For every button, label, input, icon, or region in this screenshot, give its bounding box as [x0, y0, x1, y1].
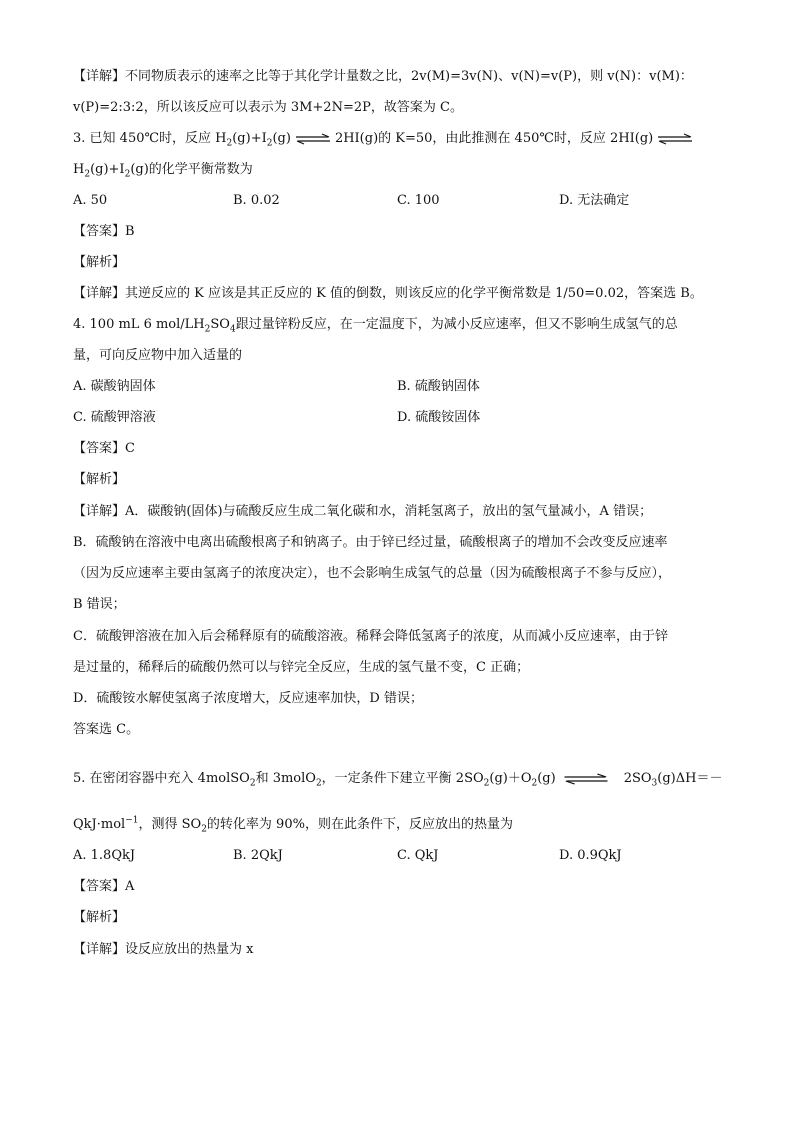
q4-detail-line-3: （因为反应速率主要由氢离子的浓度决定），也不会影响生成氢气的总量（因为硫酸根离子不参与反应），: [73, 566, 672, 581]
q3-option-a: A. 50: [73, 193, 108, 208]
q4-detail-line-1: 【详解】A．碳酸钠(固体)与硫酸反应生成二氧化碳和水，消耗氢离子，放出的氢气量减小，A 错误；: [73, 504, 653, 519]
q4-option-a: A. 碳酸钠固体: [73, 379, 156, 394]
q5-stem-line-1: 5. 在密闭容器中充入 4molSO$_2$和 3molO$_2$，一定条件下建立平衡 $2SO_2(g)+O_2(g)$ $2SO_3(g)\Delta H=-$: [73, 771, 723, 789]
q3-detail: 【详解】其逆反应的 K 应该是其正反应的 K 值的倒数，则该反应的化学平衡常数是 1/50=0.02，答案选 B。: [73, 286, 703, 301]
q4-stem-line-1: 4. 100 mL 6 mol/$LH_2SO_4$跟过量锌粉反应，在一定温度下，为减小反应速率，但又不影响生成氢气的总: [73, 317, 678, 335]
q4-stem-line-2: 量，可向反应物中加入适量的: [73, 348, 243, 363]
q4-detail-line-4: B 错误；: [73, 597, 126, 612]
q4-analysis-tag: 【解析】: [73, 472, 126, 487]
q4-detail-line-7: D．硫酸铵水解使氢离子浓度增大，反应速率加快，D 错误；: [73, 691, 423, 706]
equilibrium-arrow-icon: [562, 773, 610, 785]
equilibrium-arrow-icon: [294, 133, 332, 145]
q5-option-c: C. QkJ: [397, 848, 439, 863]
q4-option-c: C. 硫酸钾溶液: [73, 410, 156, 425]
detail-tag: 【详解】: [73, 69, 126, 84]
equilibrium-arrow-icon: [656, 133, 694, 145]
q3-option-c: C. 100: [397, 193, 440, 208]
q3-analysis-tag: 【解析】: [73, 255, 126, 270]
q4-answer: 【答案】C: [73, 441, 135, 456]
q5-option-d: D. 0.9QkJ: [559, 848, 622, 863]
q4-detail-line-2: B．硫酸钠在溶液中电离出硫酸根离子和钠离子。由于锌已经过量，硫酸根离子的增加不会改变反应速率: [73, 535, 668, 550]
q5-analysis-tag: 【解析】: [73, 910, 126, 925]
q3-stem-line-2: $H_2(g)+I_2(g)$的化学平衡常数为: [73, 162, 253, 180]
q5-stem-line-2: QkJ·mol$^{-1}$，测得 $SO_2$的转化率为 90%，则在此条件下，反应放出的热量为: [73, 815, 513, 835]
q3-answer: 【答案】B: [73, 224, 135, 239]
prev-detail-line-1: [73, 68, 693, 86]
prev-detail-line-2: [73, 99, 463, 117]
q4-detail-line-5: C．硫酸钾溶液在加入后会稀释原有的硫酸溶液。稀释会降低氢离子的浓度，从而减小反应速率，由于锌: [73, 629, 668, 644]
q5-option-b: B. 2QkJ: [233, 848, 283, 863]
q4-option-d: D. 硫酸铵固体: [397, 410, 481, 425]
q5-answer: 【答案】A: [73, 879, 135, 894]
q4-detail-line-6: 是过量的，稀释后的硫酸仍然可以与锌完全反应，生成的氢气量不变，C 正确；: [73, 660, 530, 675]
q4-detail-line-8: 答案选 C。: [73, 722, 140, 737]
q3-option-b: B. 0.02: [233, 193, 280, 208]
q4-option-b: B. 硫酸钠固体: [397, 379, 480, 394]
q3-option-d: D. 无法确定: [559, 193, 630, 208]
q5-detail: 【详解】设反应放出的热量为 x: [73, 942, 254, 957]
q5-option-a: A. 1.8QkJ: [73, 848, 136, 863]
detail-text: v(P)=2:3:2，所以该反应可以表示为 3M+2N=2P，故答案为 C。: [73, 100, 463, 115]
q3-stem-line-1: 3. 已知 450℃时，反应 $H_2(g)+I_2(g)$ 2HI(g)的 K=50，由此推测在 450℃时，反应 2HI(g): [73, 130, 697, 148]
detail-text: 不同物质表示的速率之比等于其化学计量数之比，2v(M)=3v(N)、v(N)=v(P)，则 v(N)：v(M)：: [125, 69, 693, 84]
